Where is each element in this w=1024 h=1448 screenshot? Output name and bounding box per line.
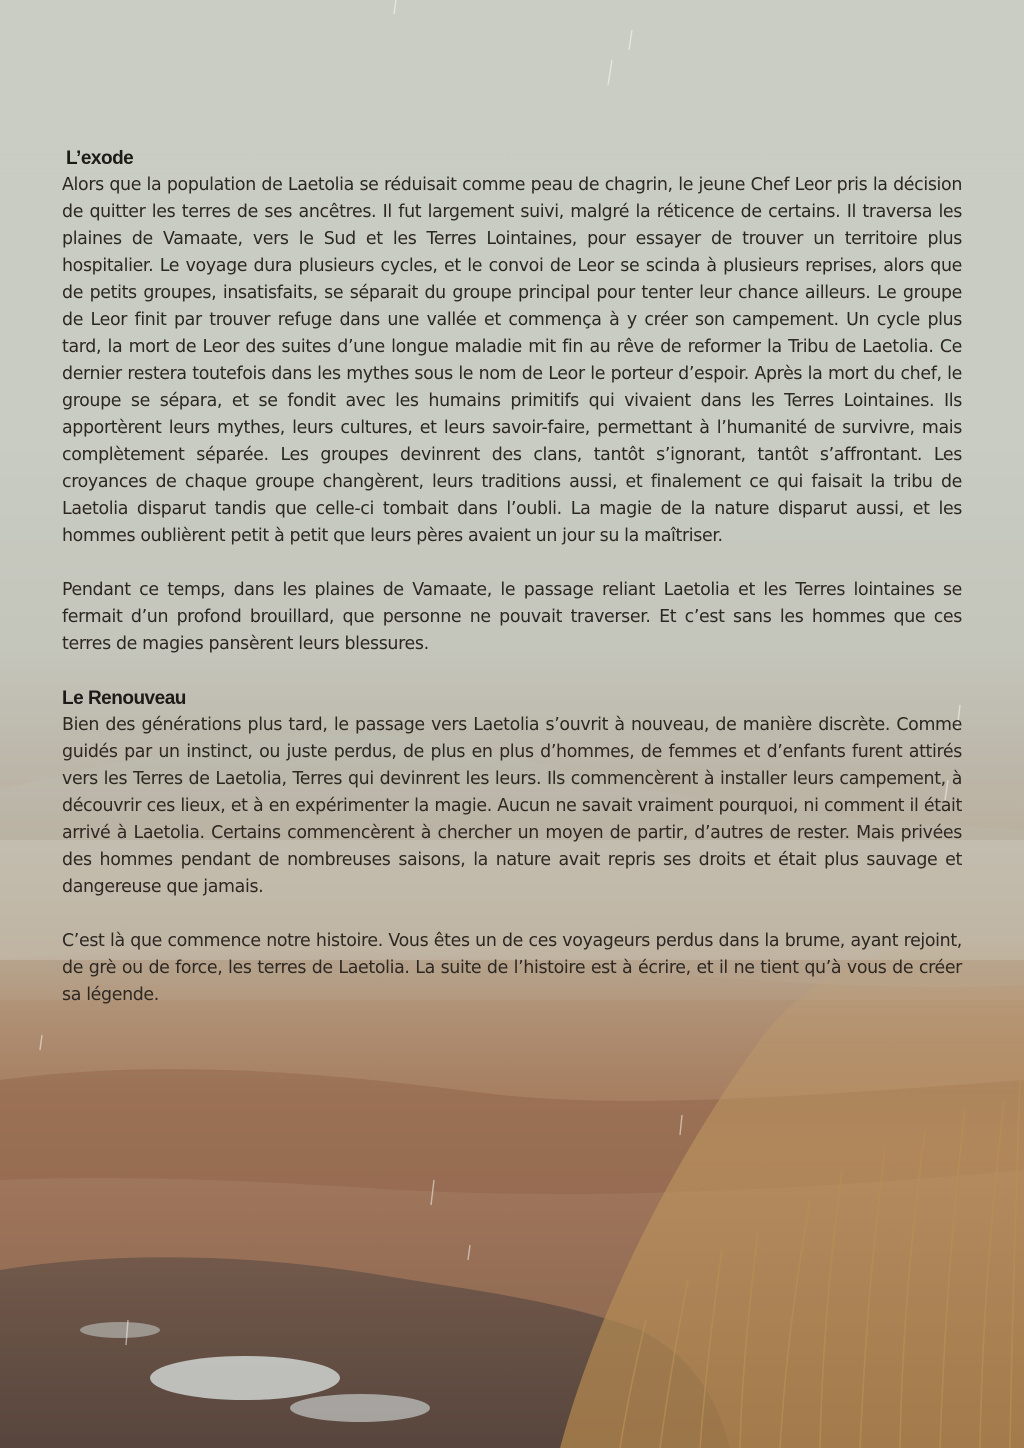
puddle bbox=[290, 1394, 430, 1422]
section-heading-renouveau: Le Renouveau bbox=[62, 688, 186, 709]
paragraph-exode-2: Pendant ce temps, dans les plaines de Vamaate, le passage reliant Laetolia et les Terres lointaines se fermait d’un profond brouillard, que personne ne pouvait traverser. Et c’est sans les hommes que ces terres de magies pansèrent leurs blessures. bbox=[62, 580, 962, 654]
section-heading-exode: L’exode bbox=[66, 148, 134, 169]
paragraph-gap bbox=[62, 550, 962, 577]
paragraph-gap bbox=[62, 901, 962, 928]
paragraph-gap bbox=[62, 658, 962, 685]
paragraph-exode-1: Alors que la population de Laetolia se réduisait comme peau de chagrin, le jeune Chef Leor pris la décision de quitter les terres de ses ancêtres. Il fut largement suivi, malgré la réticence de certains. Il traversa les plaines de Vamaate, vers le Sud et les Terres Lointaines, pour essayer de trouver un territoire plus hospitalier. Le voyage dura plusieurs cycles, et le convoi de Leor se scinda à plusieurs reprises, alors que de petits groupes, insatisfaits, se séparait du groupe principal pour tenter leur chance ailleurs. Le groupe de Leor finit par trouver refuge dans une vallée et commença à y créer son campement. Un cycle plus tard, la mort de Leor des suites d’une longue maladie mit fin au rêve de reformer la Tribu de Laetolia. Ce dernier restera toutefois dans les mythes sous le nom de Leor le porteur d’espoir. Après la mort du chef, le groupe se sépara, et se fondit avec les humains primitifs qui vivaient dans les Terres Lointaines. Ils apportèrent leurs mythes, leurs cultures, et leurs savoir-faire, permettant à l’humanité de survivre, mais complètement séparée. Les groupes devinrent des clans, tantôt s’ignorant, tantôt s’affrontant. Les croyances de chaque groupe changèrent, leurs traditions aussi, et finalement ce qui faisait la tribu de Laetolia disparut tandis que celle-ci tombait dans l’oubli. La magie de la nature disparut aussi, et les hommes oublièrent petit à petit que leurs pères avaient un jour su la maîtriser. bbox=[62, 175, 962, 546]
puddle bbox=[150, 1356, 340, 1400]
paragraph-renouveau-2: C’est là que commence notre histoire. Vous êtes un de ces voyageurs perdus dans la brume, ayant rejoint, de grè ou de force, les terres de Laetolia. La suite de l’histoire est à écrire, et il ne tient qu’à vous de créer sa légende. bbox=[62, 931, 962, 1005]
text-column bbox=[62, 145, 962, 1009]
paragraph-renouveau-1: Bien des générations plus tard, le passage vers Laetolia s’ouvrit à nouveau, de manière discrète. Comme guidés par un instinct, ou juste perdus, de plus en plus d’hommes, de femmes et d’enfants furent attirés vers les Terres de Laetolia, Terres qui devinrent les leurs. Ils commencèrent à installer leurs campement, à découvrir ces lieux, et à en expérimenter la magie. Aucun ne savait vraiment pourquoi, ni comment il était arrivé à Laetolia. Certains commencèrent à chercher un moyen de partir, d’autres de rester. Mais privées des hommes pendant de nombreuses saisons, la nature avait repris ses droits et était plus sauvage et dangereuse que jamais. bbox=[62, 715, 962, 897]
puddle bbox=[80, 1322, 160, 1338]
